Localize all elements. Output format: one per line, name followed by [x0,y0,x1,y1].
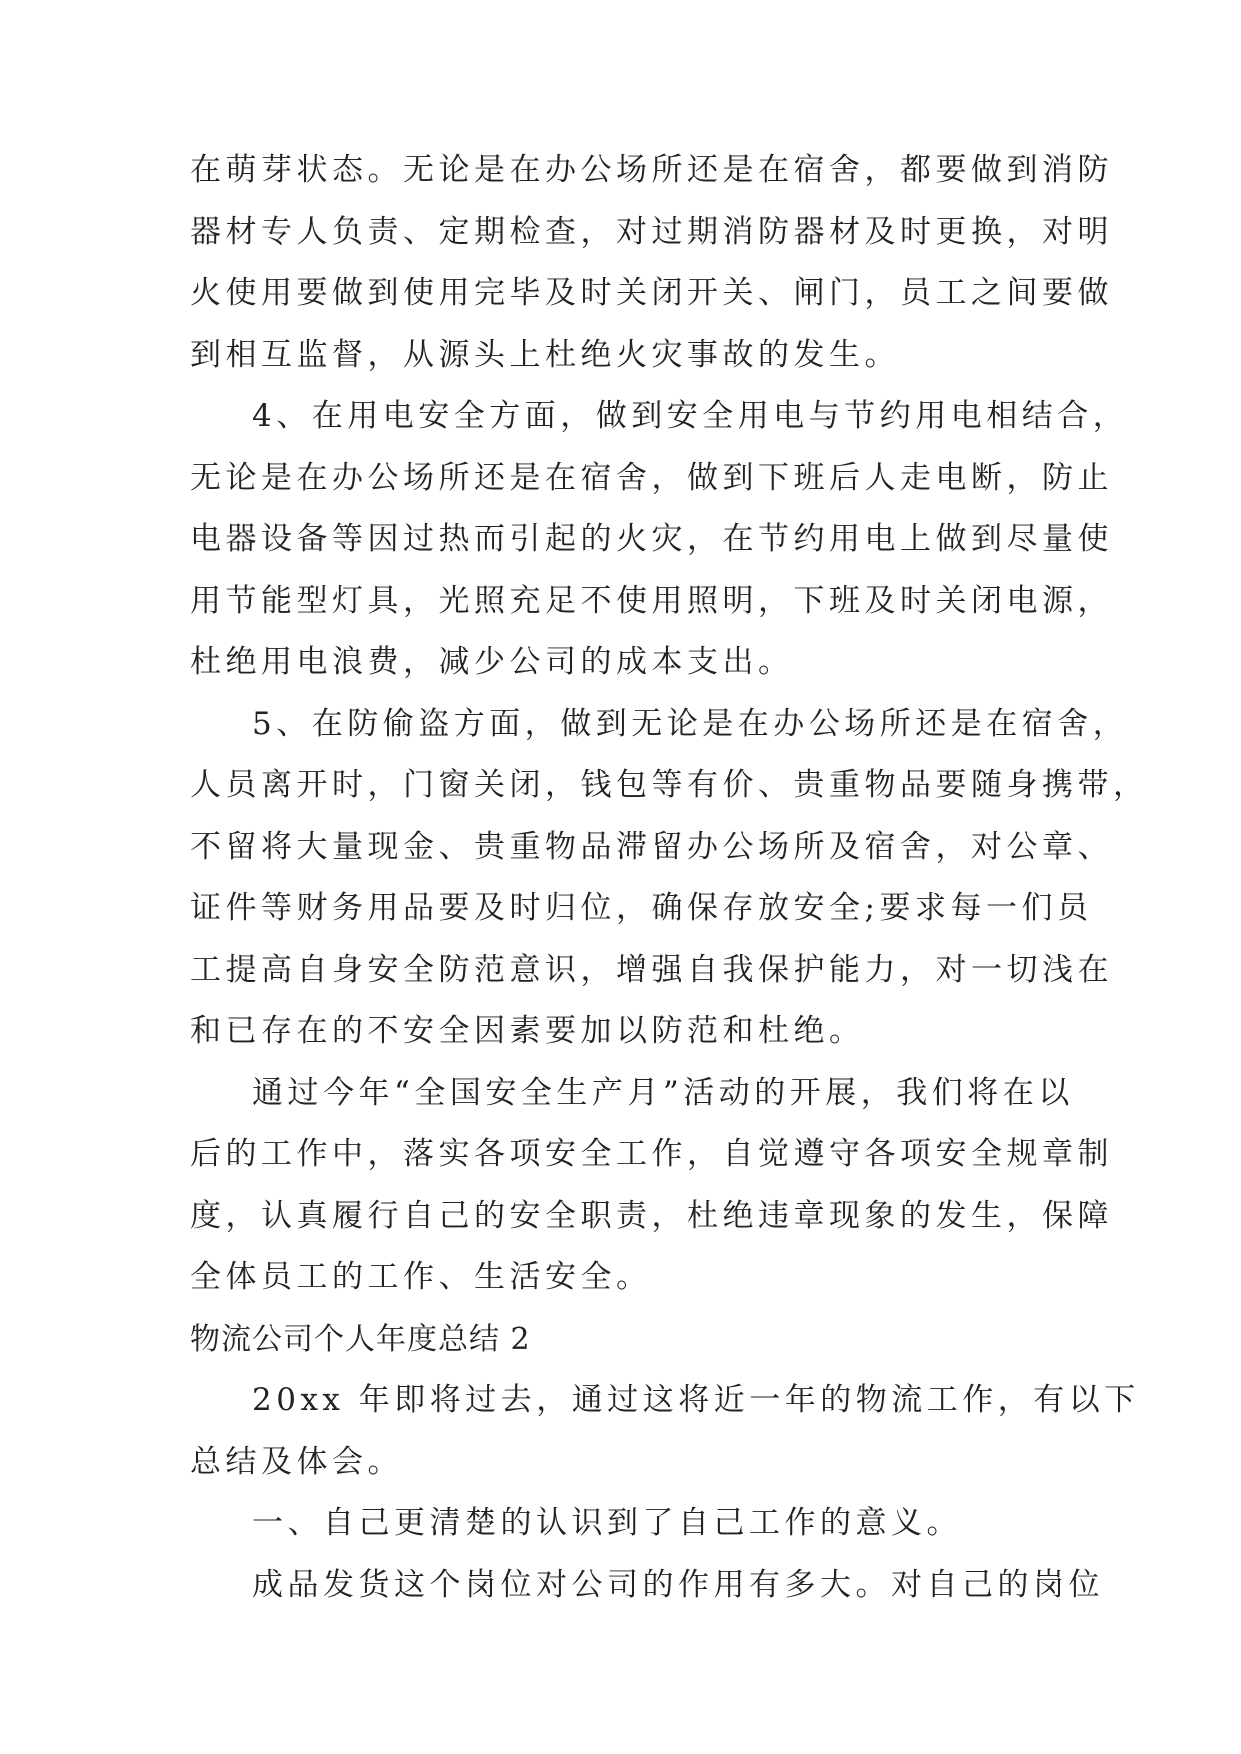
text-line: 人员离开时，门窗关闭，钱包等有价、贵重物品要随身携带， [190,767,1149,803]
text-line: 到相互监督，从源头上杜绝火灾事故的发生。 [190,336,900,373]
text-line: 器材专人负责、定期检查，对过期消防器材及时更换，对明 [190,213,1113,250]
paragraph-start-line: 成品发货这个岗位对公司的作用有多大。对自己的岗位 [252,1566,1104,1603]
section-heading: 物流公司个人年度总结 2 [190,1321,531,1357]
text-line: 总结及体会。 [190,1443,403,1480]
paragraph-start-line: 4、在用电安全方面，做到安全用电与节约用电相结合， [252,398,1129,434]
text-line: 杜绝用电浪费，减少公司的成本支出。 [190,644,794,680]
text-line: 不留将大量现金、贵重物品滞留办公场所及宿舍，对公章、 [190,828,1113,865]
paragraph-start-line: 通过今年“全国安全生产月”活动的开展，我们将在以 [252,1074,1074,1111]
paragraph-start-line: 20xx 年即将过去，通过这将近一年的物流工作，有以下 [252,1382,1140,1418]
paragraph-start-line: 5、在防偷盗方面，做到无论是在办公场所还是在宿舍， [252,705,1129,742]
text-line: 全体员工的工作、生活安全。 [190,1259,652,1295]
text-line: 工提高自身安全防范意识，增强自我保护能力，对一切浅在 [190,951,1113,988]
text-line: 用节能型灯具，光照充足不使用照明，下班及时关闭电源， [190,582,1113,619]
text-line: 电器设备等因过热而引起的火灾，在节约用电上做到尽量使 [190,521,1113,557]
text-line: 证件等财务用品要及时归位，确保存放安全;要求每一们员 [190,890,1093,926]
text-line: 后的工作中，落实各项安全工作，自觉遵守各项安全规章制 [190,1136,1113,1172]
subsection-heading: 一、自己更清楚的认识到了自己工作的意义。 [252,1505,962,1541]
text-line: 度，认真履行自己的安全职责，杜绝违章现象的发生，保障 [190,1197,1113,1234]
text-line: 在萌芽状态。无论是在办公场所还是在宿舍，都要做到消防 [190,152,1113,188]
text-line: 和已存在的不安全因素要加以防范和杜绝。 [190,1013,865,1049]
document-body [190,140,1149,1616]
text-line: 火使用要做到使用完毕及时关闭开关、闸门，员工之间要做 [190,275,1113,311]
text-line: 无论是在办公场所还是在宿舍，做到下班后人走电断，防止 [190,459,1113,496]
